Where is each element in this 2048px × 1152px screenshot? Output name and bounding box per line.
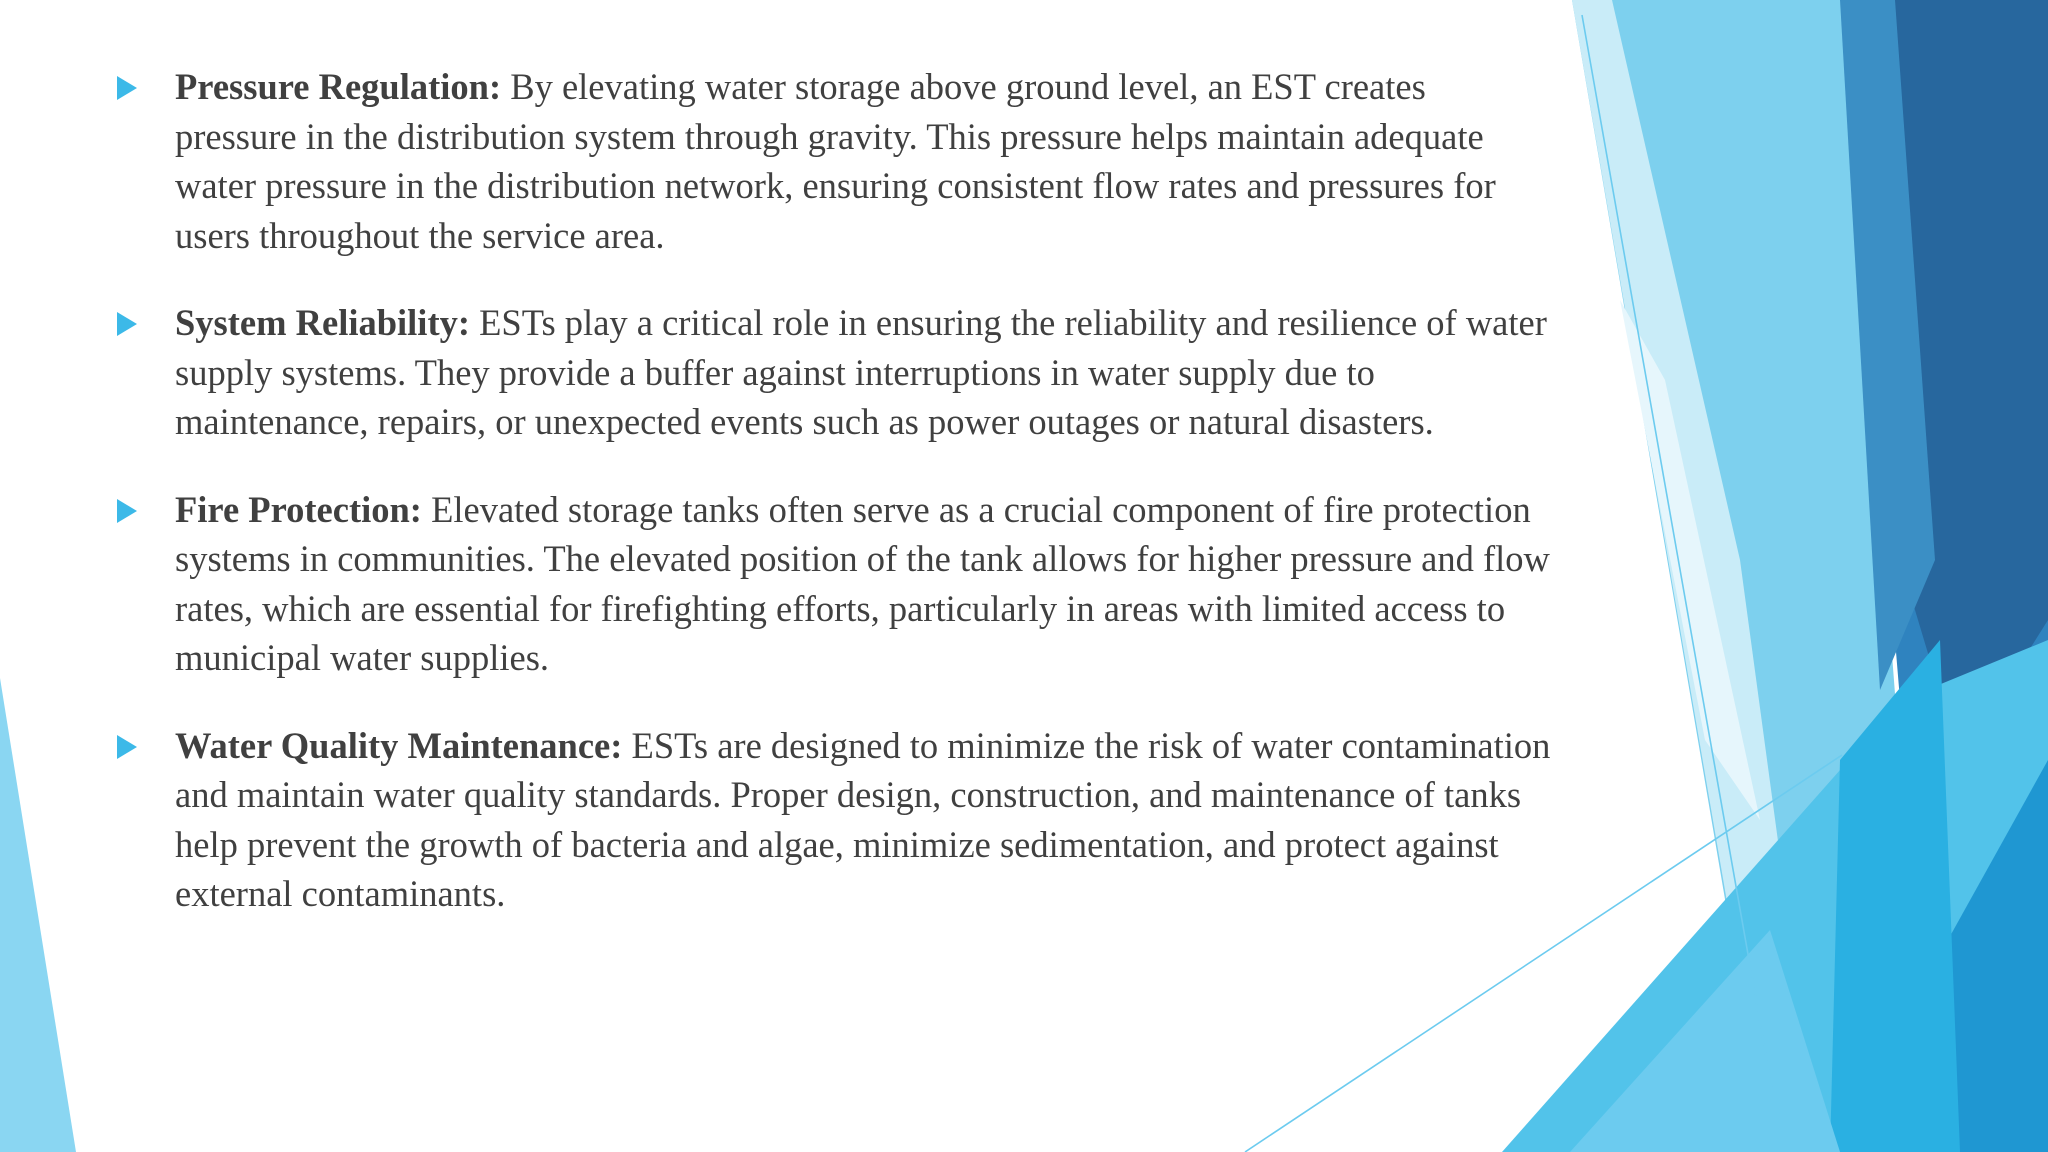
bullet-system-reliability xyxy=(114,298,1554,447)
bullet-heading: Pressure Regulation: xyxy=(175,66,511,107)
bullet-heading: Fire Protection: xyxy=(175,488,432,530)
bullet-list xyxy=(114,62,1554,957)
triangle-bullet-icon xyxy=(117,312,137,336)
left-edge-triangle xyxy=(0,678,76,1152)
bullet-body: ESTs are designed to minimize the risk of water contamination and maintain water quality standards. Proper design, construction, and maintenance of tanks help prevent the growth of bacteria and algae, minimize sedimentation, and protect against external contaminants. xyxy=(175,724,1551,914)
bullet-body: By elevating water storage above ground level, an EST creates pressure in the distribution system through gravity. This pressure helps maintain adequate water pressure in the distribution network, ensuring consistent flow rates and pressures for users throughout the service area. xyxy=(175,66,1496,256)
bullet-water-quality-maintenance xyxy=(114,721,1554,919)
bullet-heading: Water Quality Maintenance: xyxy=(175,724,632,766)
triangle-bullet-icon xyxy=(117,499,137,523)
bullet-body: Elevated storage tanks often serve as a crucial component of fire protection systems in communities. The elevated position of the tank allows for higher pressure and flow rates, which are essential for firefighting efforts, particularly in areas with limited access to municipal water supplies. xyxy=(175,488,1550,678)
triangle-bullet-icon xyxy=(117,735,137,759)
triangle-bullet-icon xyxy=(117,76,137,100)
bullet-body: ESTs play a critical role in ensuring the reliability and resilience of water supply systems. They provide a buffer against interruptions in water supply due to maintenance, repairs, or unexpected events such as power outages or natural disasters. xyxy=(175,302,1547,442)
bullet-heading: System Reliability: xyxy=(175,302,480,343)
bullet-pressure-regulation xyxy=(114,62,1554,260)
bullet-fire-protection xyxy=(114,485,1554,683)
